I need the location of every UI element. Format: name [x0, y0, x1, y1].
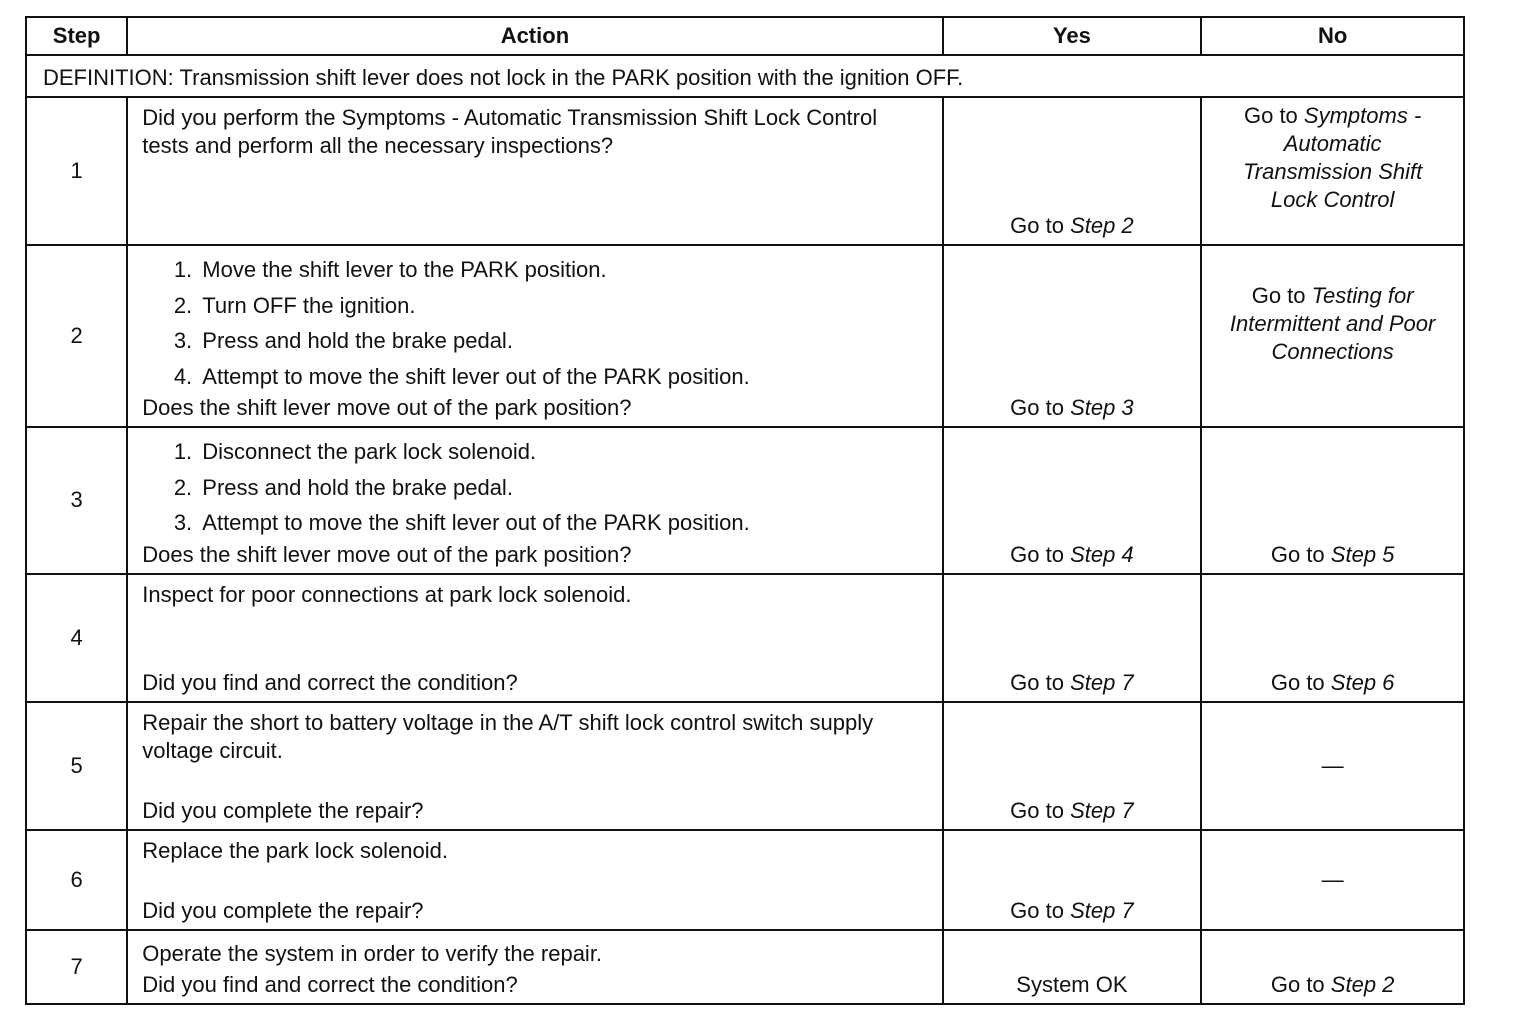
- action-text: Operate the system in order to verify the repair.: [142, 940, 603, 966]
- diagnostic-table: [25, 16, 1465, 1005]
- yes-cell: [943, 574, 1202, 702]
- action-text: Inspect for poor connections at park lock solenoid.: [142, 581, 632, 607]
- no-step-link[interactable]: Step 2: [1330, 971, 1395, 997]
- yes-cell: [943, 245, 1202, 427]
- yes-step-link[interactable]: Step 7: [1070, 897, 1134, 923]
- question-text: Did you complete the repair?: [142, 797, 424, 823]
- step-number: 2: [26, 245, 127, 427]
- no-prefix: Go to: [1270, 669, 1325, 695]
- action-cell: [127, 97, 942, 245]
- no-prefix: Go to: [1270, 971, 1325, 997]
- no-prefix: Go to: [1270, 541, 1325, 567]
- yes-step-link[interactable]: Step 7: [1070, 797, 1134, 823]
- yes-step-link[interactable]: Step 3: [1070, 395, 1134, 420]
- yes-step-link[interactable]: Step 4: [1070, 541, 1134, 567]
- no-cell: [1201, 427, 1464, 574]
- yes-cell: [943, 427, 1202, 574]
- header-row: [26, 17, 1464, 55]
- step-number: 7: [26, 930, 127, 1004]
- question-text: Did you complete the repair?: [142, 897, 424, 923]
- yes-prefix: Go to: [1010, 541, 1064, 567]
- yes-prefix: Go to: [1010, 669, 1064, 695]
- action-text: Replace the park lock solenoid.: [142, 837, 449, 863]
- definition-text: DEFINITION: Transmission shift lever does not lock in the PARK position with the ignition OFF.: [26, 55, 1464, 97]
- no-step-link[interactable]: Step 6: [1330, 669, 1395, 695]
- no-prefix: Go to: [1243, 103, 1298, 128]
- header-no: No: [1201, 17, 1464, 55]
- yes-prefix: Go to: [1010, 395, 1064, 420]
- header-action: Action: [127, 17, 942, 55]
- list-item: 1. Move the shift lever to the PARK position.: [198, 252, 927, 288]
- question-text: Does the shift lever move out of the park position?: [142, 395, 632, 420]
- no-dash: —: [1321, 752, 1344, 778]
- list-item: 2. Press and hold the brake pedal.: [198, 470, 927, 506]
- yes-cell: [943, 97, 1202, 245]
- yes-prefix: Go to: [1010, 897, 1064, 923]
- no-step-link[interactable]: Testing for Intermittent and Poor Connections: [1229, 283, 1436, 364]
- no-step-link[interactable]: Step 5: [1330, 541, 1395, 567]
- no-cell: [1201, 245, 1464, 427]
- step-number: 6: [26, 830, 127, 930]
- action-cell: [127, 245, 942, 427]
- table-row: [26, 245, 1464, 427]
- no-cell: [1201, 574, 1464, 702]
- action-cell: [127, 574, 942, 702]
- step-number: 3: [26, 427, 127, 574]
- header-yes: Yes: [943, 17, 1202, 55]
- action-list: [142, 252, 927, 394]
- no-cell: [1201, 702, 1464, 830]
- yes-cell: [943, 930, 1202, 1004]
- action-list: [142, 434, 927, 541]
- table-row: [26, 427, 1464, 574]
- action-cell: [127, 930, 942, 1004]
- no-cell: [1201, 97, 1464, 245]
- table-row: [26, 930, 1464, 1004]
- yes-cell: [943, 830, 1202, 930]
- no-prefix: Go to: [1251, 283, 1306, 308]
- action-cell: [127, 427, 942, 574]
- table-row: [26, 702, 1464, 830]
- no-dash: —: [1321, 866, 1344, 892]
- no-cell: [1201, 930, 1464, 1004]
- no-cell: [1201, 830, 1464, 930]
- table-row: [26, 574, 1464, 702]
- definition-row: [26, 55, 1464, 97]
- yes-step-link[interactable]: Step 7: [1070, 669, 1134, 695]
- question-text: Does the shift lever move out of the park position?: [142, 541, 632, 567]
- yes-step-link[interactable]: Step 2: [1070, 213, 1134, 238]
- list-item: 1. Disconnect the park lock solenoid.: [198, 434, 927, 470]
- list-item: 2. Turn OFF the ignition.: [198, 288, 927, 324]
- question-text: Did you find and correct the condition?: [142, 669, 518, 695]
- question-text: Did you find and correct the condition?: [142, 971, 518, 997]
- list-item: 4. Attempt to move the shift lever out of the PARK position.: [198, 359, 927, 395]
- table-row: [26, 97, 1464, 245]
- list-item: 3. Attempt to move the shift lever out of the PARK position.: [198, 505, 927, 541]
- action-text: Repair the short to battery voltage in the A/T shift lock control switch supply voltage circuit.: [142, 709, 874, 763]
- step-number: 4: [26, 574, 127, 702]
- table-row: [26, 830, 1464, 930]
- action-text: Did you perform the Symptoms - Automatic Transmission Shift Lock Control tests and perform all the necessary inspections?: [142, 105, 878, 158]
- step-number: 1: [26, 97, 127, 245]
- header-step: Step: [26, 17, 127, 55]
- list-item: 3. Press and hold the brake pedal.: [198, 323, 927, 359]
- action-cell: [127, 702, 942, 830]
- action-cell: [127, 830, 942, 930]
- yes-status-text: System OK: [1016, 971, 1128, 997]
- no-step-link[interactable]: Symptoms - Automatic Transmission Shift Lock Control: [1242, 103, 1423, 212]
- yes-prefix: Go to: [1010, 213, 1064, 238]
- yes-prefix: Go to: [1010, 797, 1064, 823]
- yes-cell: [943, 702, 1202, 830]
- step-number: 5: [26, 702, 127, 830]
